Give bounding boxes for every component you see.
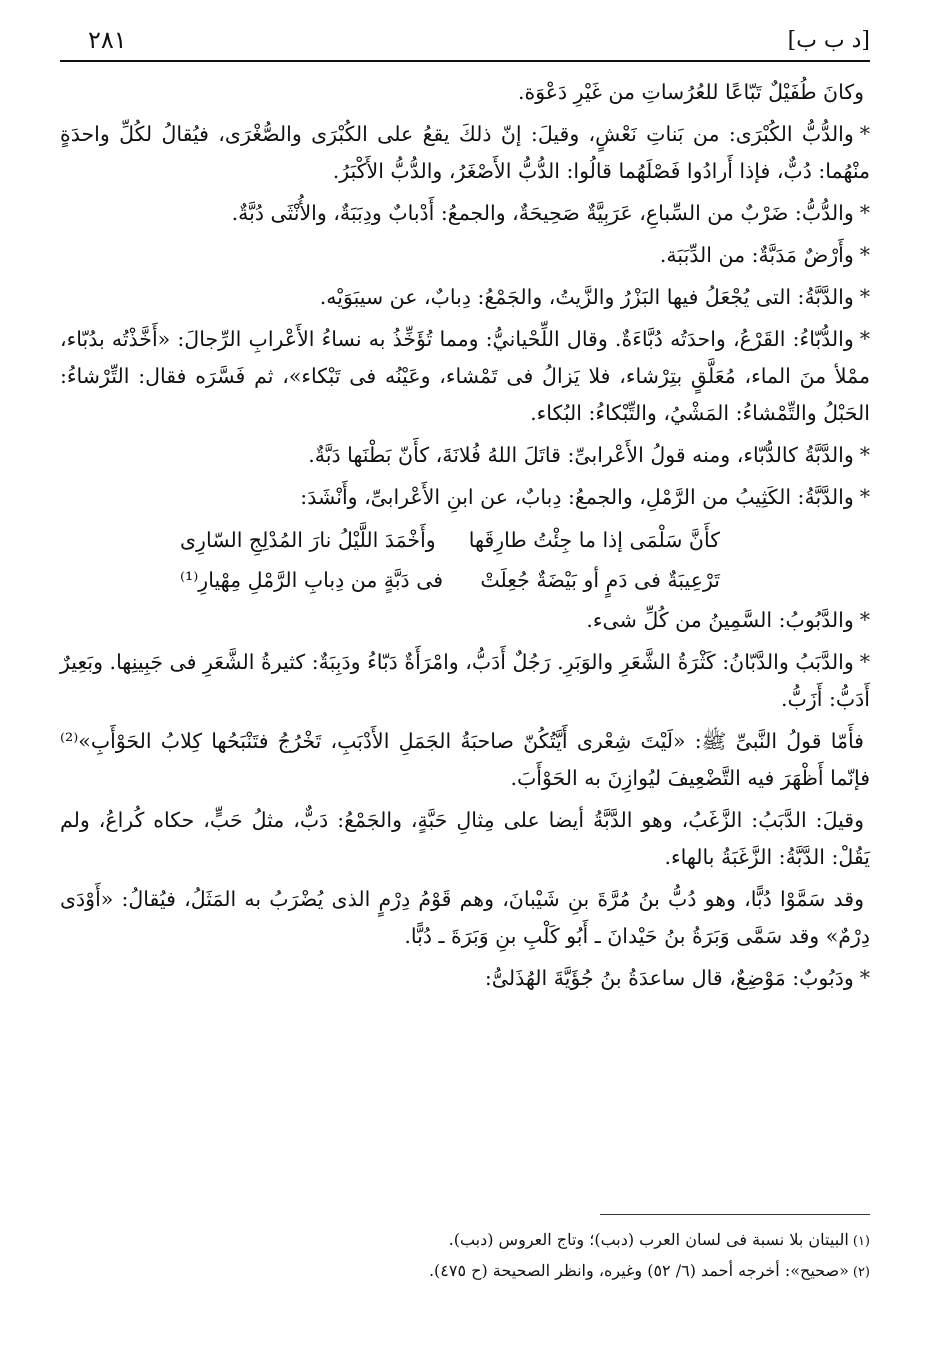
entry-paragraph xyxy=(60,437,870,474)
footnotes xyxy=(60,1214,870,1287)
entry-text: والدَّبَّةُ: التى يُجْعَلُ فيها البَزْرُ والزَّيتُ، والجَمْعُ: دِبابٌ، عن سيبَوَيْه. xyxy=(319,285,854,309)
verse-first-hemistich: كأَنَّ سَلْمَى إذا ما جِئْتُ طارِقَها xyxy=(468,528,720,552)
entry-text: وأَرْضٌ مَدَبَّةٌ: من الدِّبَبَة. xyxy=(659,243,854,267)
entry-marker: * xyxy=(859,327,870,351)
entry-text: والدُّبُّ: ضَرْبٌ من السِّباعِ، عَرَبِيَّةٌ صَحِيحَةٌ، والجمعُ: أَدْبابٌ ودِبَبَةٌ، والأُنْثَى دُبَّةٌ. xyxy=(231,201,854,225)
entry-marker: * xyxy=(859,201,870,225)
entry-text: والدُّبّاءُ: القَرْعُ، واحدَتُه دُبَّاءَةٌ. وقال اللِّحْيانيُّ: ومما تُؤَخِّذُ به نساءُ الأَعْرابِ الرِّجالَ: «أَخَّذْتُه بدُبّاء، ممْلأ منَ الماء، مُعَلَّقٍ بتِرْشاء، فلا يَزالُ فى تَمْشاء، وعَيْنُه فى تَبْكاء»، ثم فَسَّرَه فقال: التِّرْشاءُ: الحَبْلُ والتِّمْشاءُ: المَشْيُ، والتِّبْكاءُ: البُكاء. xyxy=(60,327,870,425)
entry-paragraph xyxy=(60,74,870,111)
entry-paragraph xyxy=(60,321,870,432)
entry-text: والدُّبُّ الكُبْرَى: من بَناتِ نَعْشٍ، وقيلَ: إنّ ذلكَ يقعُ على الكُبْرَى والصُّغْرَى، فيُقالُ لكُلِّ واحدَةٍ منْهُما: دُبٌّ، فإذا أَرادُوا فَصْلَهُما قالُوا: الدُّبُّ الأَصْغَرُ، والدُّبُّ الأَكْبَرُ. xyxy=(60,122,870,183)
poem-verse xyxy=(60,560,870,600)
entry-paragraph xyxy=(60,279,870,316)
footnote xyxy=(60,1256,870,1287)
footnote-divider xyxy=(600,1214,870,1215)
page-number: ٢٨١ xyxy=(88,26,127,54)
root-heading: [د ب ب] xyxy=(787,28,870,53)
entry-text: وقيلَ: الدَّبَبُ: الزَّغَبُ، وهو الدَّبَّةُ أيضا على مِثالِ حَبَّةٍ، والجَمْعُ: دَبٌّ، مثلُ حَبٍّ، حكاه كُراعُ، ولم يَقُلْ: الدَّبَّةُ: الزَّغَبَةُ بالهاء. xyxy=(60,808,870,869)
footnote-number: (١) xyxy=(852,1234,870,1249)
book-page xyxy=(60,22,870,1342)
entry-marker: * xyxy=(859,966,870,990)
entry-paragraph xyxy=(60,881,870,955)
entry-marker: * xyxy=(859,122,870,146)
entry-paragraph xyxy=(60,644,870,718)
entry-text: والدَّبُوبُ: السَّمِينُ من كُلِّ شىء. xyxy=(586,608,854,632)
entry-marker: * xyxy=(859,608,870,632)
page-header xyxy=(60,22,870,62)
verse-second-hemistich: وأَخْمَدَ اللَّيْلُ نارَ المُدْلِجِ السّارِى xyxy=(180,528,436,552)
footnote-text: «صحيح»: أخرجه أحمد (٦/ ٥٢) وغيره، وانظر الصحيحة (ح ٤٧٥). xyxy=(428,1261,849,1280)
verse-second-hemistich: فى دَبَّةٍ من دِبابِ الرَّمْلِ مِهْيارِ⁽¹⁾ xyxy=(180,568,444,592)
entry-paragraph xyxy=(60,237,870,274)
entry-marker: * xyxy=(859,285,870,309)
poem xyxy=(60,520,870,600)
poem-verse xyxy=(60,520,870,560)
entry-text: فأَمّا قولُ النَّبىِّ ﷺ: «لَيْتَ شِعْرى أَيَّتُكُنّ صاحبَةُ الجَمَلِ الأَدْبَبِ، تَخْرُجُ فتَنْبَحُها كِلابُ الحَوْأَبِ»⁽²⁾ فإنّما أَظْهَرَ فيه التَّضْعِيفَ ليُوازِنَ به الحَوْأَبَ. xyxy=(60,729,870,790)
entry-paragraph xyxy=(60,960,870,997)
entry-paragraph xyxy=(60,479,870,516)
footnote-number: (٢) xyxy=(852,1265,870,1280)
entry-text: ودَبُوبٌ: مَوْضِعٌ، قال ساعدَةُ بنُ جُؤَيَّةَ الهُذَلىُّ: xyxy=(484,966,854,990)
entry-marker: * xyxy=(859,243,870,267)
entry-marker: * xyxy=(859,443,870,467)
entry-paragraph xyxy=(60,723,870,797)
verse-first-hemistich: تَرْعِيبَةٌ فى دَمٍ أو بَيْضَةٌ جُعِلَتْ xyxy=(480,568,720,592)
entry-marker: * xyxy=(859,485,870,509)
entry-paragraph xyxy=(60,602,870,639)
entry-text: والدَّبَّةُ كالدُّبّاء، ومنه قولُ الأَعْرابىِّ: قاتَلَ اللهُ فُلانَةَ، كأَنّ بَطْنَها دَبَّةٌ. xyxy=(308,443,854,467)
entry-text: والدَّبَّةُ: الكَثِيبُ من الرَّمْلِ، والجمعُ: دِبابٌ، عن ابنِ الأَعْرابىِّ، وأَنْشَدَ: xyxy=(300,485,854,509)
entry-text: وقد سَمَّوْا دُبًّا، وهو دُبُّ بنُ مُرَّةَ بنِ شَيْبانَ، وهم قَوْمُ دِرْمٍ الذى يُضْرَبُ به المَثَلُ، فيُقالُ: «أَوْدَى دِرْمٌ» وقد سَمَّى وَبَرَةُ بنُ حَيْدانَ ـ أَبُو كَلْبِ بنِ وَبَرَةَ ـ دُبًّا. xyxy=(60,887,870,948)
entry-text: وكانَ طُفَيْلٌ تَبّاعًا للعُرُساتِ من غَيْرِ دَعْوَة. xyxy=(517,80,864,104)
footnote xyxy=(60,1225,870,1256)
page-body xyxy=(60,74,870,997)
footnote-text: البيتان بلا نسبة فى لسان العرب (دبب)؛ وتاج العروس (دبب). xyxy=(448,1230,849,1249)
entry-marker: * xyxy=(859,650,870,674)
entry-text: والدَّبَبُ والدَّبّانُ: كَثْرَةُ الشَّعَرِ والوَبَرِ. رَجُلٌ أَدَبُّ، وامْرَأَةٌ دَبّاءُ ودَبِبَةٌ: كثيرةُ الشَّعَرِ فى جَبِينِها. وبَعِيرٌ أَدَبُّ: أَزَبُّ. xyxy=(60,650,870,711)
entry-paragraph xyxy=(60,116,870,190)
entry-paragraph xyxy=(60,195,870,232)
entry-paragraph xyxy=(60,802,870,876)
